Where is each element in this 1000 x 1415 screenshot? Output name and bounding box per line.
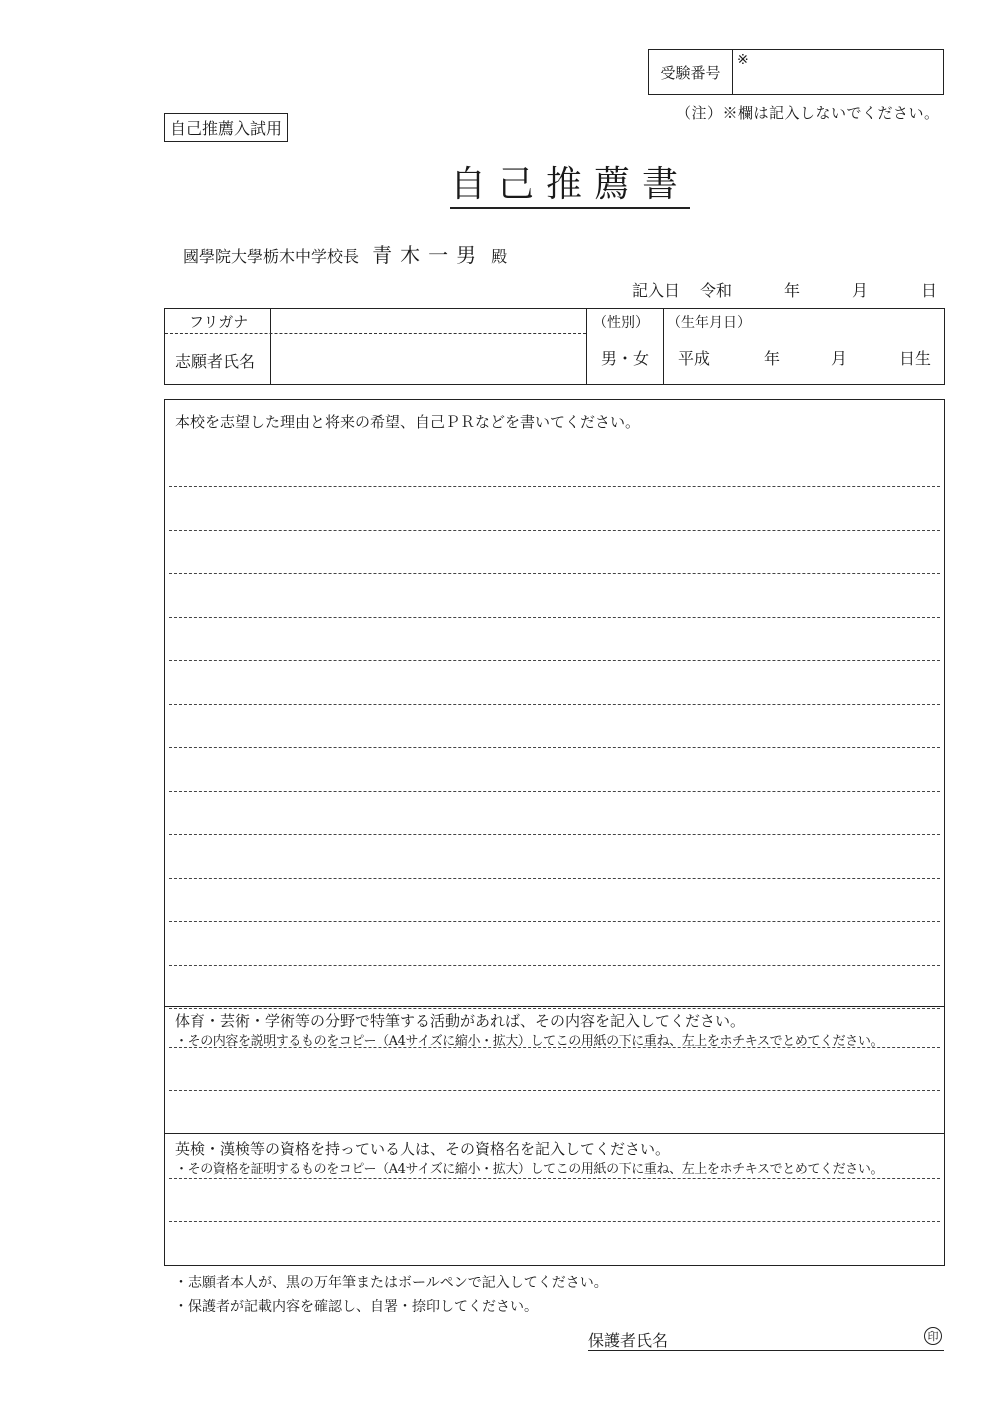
writing-line xyxy=(169,834,940,835)
entry-date-year: 年 xyxy=(784,281,801,300)
document-title: 自己推薦書 xyxy=(450,165,690,209)
activities-writing-area[interactable] xyxy=(165,1048,944,1133)
writing-line xyxy=(169,791,940,792)
addressee-honorific: 殿 xyxy=(491,247,508,266)
addressee-school: 國學院大學栃木中学校長 xyxy=(183,247,360,266)
gender-options[interactable]: 男・女 xyxy=(601,349,650,368)
writing-line xyxy=(169,660,940,661)
applicant-table xyxy=(164,308,945,385)
seal-icon: 印 xyxy=(924,1327,942,1345)
birth-month: 月 xyxy=(831,349,848,368)
note-item: ・志願者本人が、黒の万年筆またはボールペンで記入してください。 xyxy=(174,1275,608,1291)
gender-label: （性別） xyxy=(593,315,649,331)
exam-note: （注）※欄は記入しないでください。 xyxy=(676,104,940,122)
qualifications-writing-area[interactable] xyxy=(165,1179,944,1264)
birth-era: 平成 xyxy=(678,349,711,368)
addressee-principal: 青木一男 xyxy=(372,243,485,267)
writing-line xyxy=(169,878,940,879)
birth-day: 日生 xyxy=(899,349,932,368)
writing-line xyxy=(169,965,940,966)
birth-date-label: （生年月日） xyxy=(667,315,751,331)
applicant-name-label: 志願者氏名 xyxy=(175,352,256,371)
furigana-field[interactable] xyxy=(273,312,583,332)
entry-date-day: 日 xyxy=(921,281,938,300)
form-type-label: 自己推薦入試用 xyxy=(164,113,288,142)
activities-instruction: ・その内容を説明するものをコピー（A4サイズに縮小・拡大）してこの用紙の下に重ね、左上をホチキスでとめてください。 xyxy=(175,1034,884,1049)
entry-date-label: 記入日 xyxy=(632,281,681,300)
reason-writing-area[interactable] xyxy=(165,440,944,1006)
writing-line xyxy=(169,921,940,922)
writing-line xyxy=(169,704,940,705)
writing-line xyxy=(169,530,940,531)
entry-date-month: 月 xyxy=(852,281,869,300)
entry-date-era: 令和 xyxy=(700,281,733,300)
note-item: ・保護者が記載内容を確認し、自署・捺印してください。 xyxy=(174,1299,538,1315)
writing-line xyxy=(169,747,940,748)
qualifications-prompt: 英検・漢検等の資格を持っている人は、その資格名を記入してください。 xyxy=(175,1140,671,1158)
activities-prompt: 体育・芸術・学術等の分野で特筆する活動があれば、その内容を記入してください。 xyxy=(175,1012,746,1030)
birth-year: 年 xyxy=(764,349,781,368)
addressee xyxy=(183,239,507,268)
writing-line xyxy=(169,486,940,487)
statement-area xyxy=(164,399,945,1266)
applicant-name-field[interactable] xyxy=(273,339,583,381)
guardian-signature-line[interactable] xyxy=(588,1328,944,1351)
qualifications-instruction: ・その資格を証明するものをコピー（A4サイズに縮小・拡大）してこの用紙の下に重ね、左上をホチキスでとめてください。 xyxy=(175,1162,884,1177)
furigana-label: フリガナ xyxy=(189,313,249,331)
writing-line xyxy=(169,617,940,618)
exam-number-box xyxy=(648,49,944,95)
guardian-name-label: 保護者氏名 xyxy=(588,1331,669,1350)
exam-number-label: 受験番号 xyxy=(649,50,733,94)
reason-prompt: 本校を志望した理由と将来の希望、自己ＰＲなどを書いてください。 xyxy=(175,413,641,431)
writing-line xyxy=(169,573,940,574)
writing-line xyxy=(169,1008,940,1009)
exam-number-mark: ※ xyxy=(737,52,749,68)
